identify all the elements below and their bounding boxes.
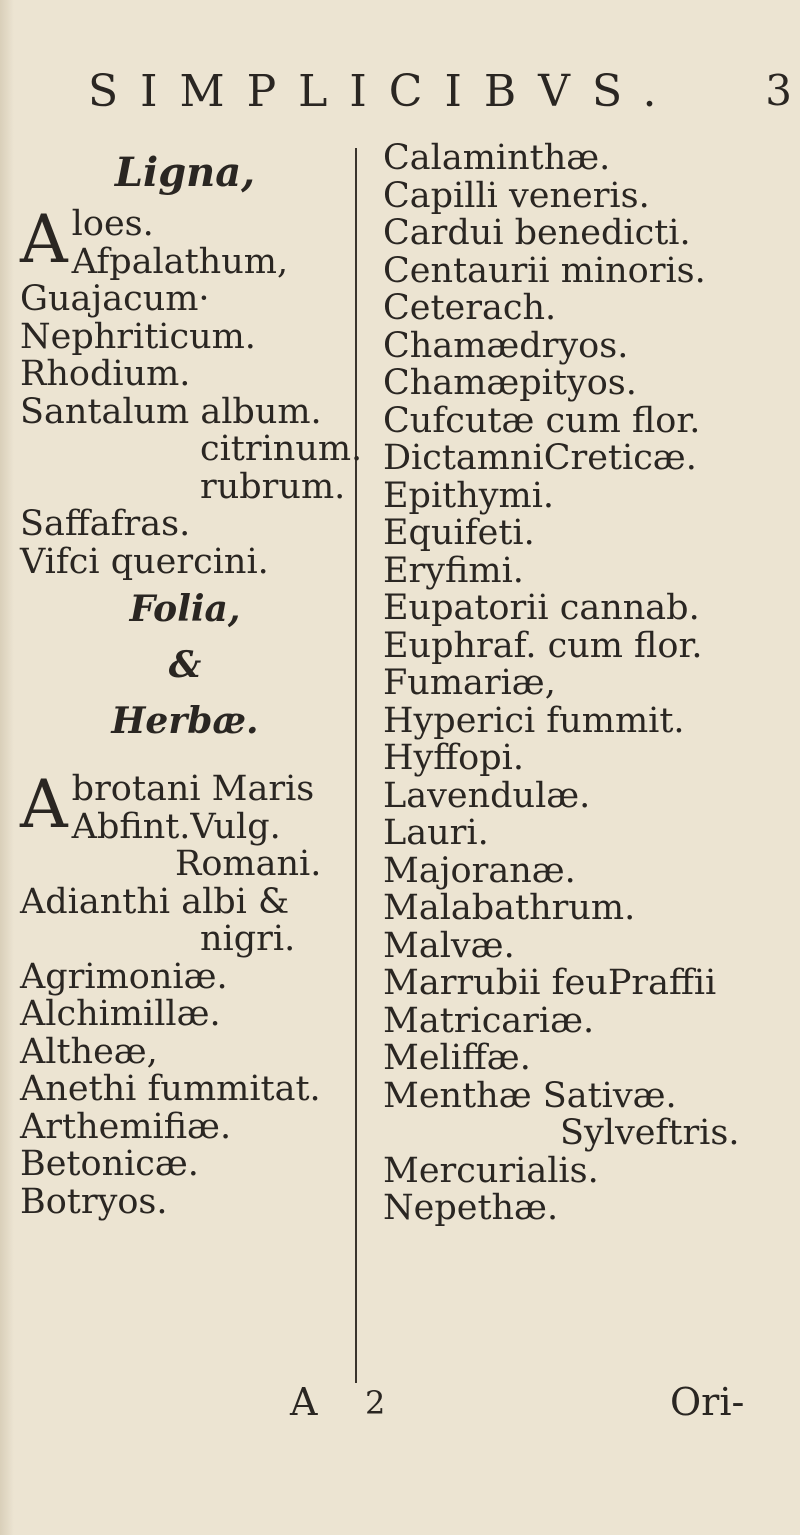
list-item: Adianthi albi &: [20, 881, 290, 922]
left-column: [20, 140, 363, 1222]
list-item: Abfint.Vulg.: [71, 806, 281, 847]
list-item: Cardui benedicti.: [383, 213, 691, 253]
running-title: SIMPLICIBVS.: [88, 66, 679, 117]
drop-cap: A: [20, 766, 68, 843]
list-item: Chamædryos.: [383, 325, 629, 366]
section-heading-et: &: [168, 644, 202, 686]
list-item: Equifeti.: [383, 513, 535, 553]
right-column: [383, 140, 793, 1228]
herbae-first-entry: [20, 766, 350, 847]
list-item: Lauri.: [383, 813, 489, 853]
signature-number: 2: [365, 1384, 386, 1422]
list-item: Malabathrum.: [383, 888, 636, 928]
list-item: Matricariæ.: [383, 1000, 595, 1041]
list-item: Betonicæ.: [20, 1144, 199, 1184]
list-item: Botryos.: [20, 1181, 168, 1222]
list-item: Euphraf. cum flor.: [383, 625, 703, 666]
list-subitem: nigri.: [200, 919, 296, 959]
signature-letter: A: [290, 1380, 318, 1424]
list-item: Rhodium.: [20, 354, 191, 394]
list-item: Malvæ.: [383, 925, 515, 966]
list-item: brotani Maris: [71, 769, 315, 809]
column-rule: [355, 148, 357, 1383]
list-item: loes.: [71, 204, 154, 244]
list-item: Eupatorii cannab.: [383, 588, 700, 628]
list-item: Afpalathum,: [71, 241, 289, 282]
running-head: [88, 66, 792, 126]
list-item: Agrimoniæ.: [20, 956, 228, 997]
list-item: Chamæpityos.: [383, 363, 637, 403]
list-item: Nephriticum.: [20, 316, 256, 357]
list-item: Ceterach.: [383, 288, 557, 328]
list-item: Epithymi.: [383, 475, 555, 516]
list-item: DictamniCreticæ.: [383, 438, 697, 478]
list-item: Capilli veneris.: [383, 175, 650, 216]
list-item: Guajacum·: [20, 279, 210, 319]
list-item: Mercurialis.: [383, 1150, 599, 1191]
list-subitem: Sylveftris.: [560, 1113, 740, 1153]
list-item: Marrubii feuPraffii: [383, 963, 717, 1003]
list-item: Fumariæ,: [383, 663, 556, 703]
list-item: Majoranæ.: [383, 850, 576, 891]
list-item: Menthæ Sativæ.: [383, 1075, 677, 1116]
list-item: Saffafras.: [20, 504, 191, 544]
list-item: Calaminthæ.: [383, 138, 611, 178]
list-item: Hyperici fummit.: [383, 700, 685, 741]
section-heading-ligna: Ligna,: [114, 149, 256, 196]
list-item: Vifci quercini.: [20, 541, 269, 582]
list-item: Arthemifiæ.: [20, 1106, 232, 1147]
list-item: Altheæ,: [20, 1031, 158, 1072]
list-subitem: citrinum.: [200, 429, 363, 469]
list-item: Santalum album.: [20, 391, 322, 432]
page-number: 3: [765, 66, 792, 115]
list-item: Lavendulæ.: [383, 775, 591, 816]
list-subitem: rubrum.: [200, 466, 346, 507]
list-item: Meliffæ.: [383, 1038, 531, 1078]
ligna-first-entry: [20, 201, 350, 282]
catchword: Ori-: [670, 1380, 745, 1424]
list-item: Nepethæ.: [383, 1188, 559, 1228]
list-item: Cufcutæ cum flor.: [383, 400, 701, 441]
section-heading-herbae: Herbæ.: [111, 700, 259, 742]
list-subitem: Romani.: [175, 844, 322, 884]
page-gutter: [0, 0, 14, 1535]
drop-cap: A: [20, 201, 68, 278]
list-item: Centaurii minoris.: [383, 250, 706, 291]
list-item: Eryfimi.: [383, 550, 524, 591]
list-item: Hyffopi.: [383, 738, 524, 778]
list-item: Anethi fummitat.: [20, 1069, 321, 1109]
list-item: Alchimillæ.: [20, 994, 221, 1034]
section-heading-folia: Folia,: [129, 588, 241, 630]
